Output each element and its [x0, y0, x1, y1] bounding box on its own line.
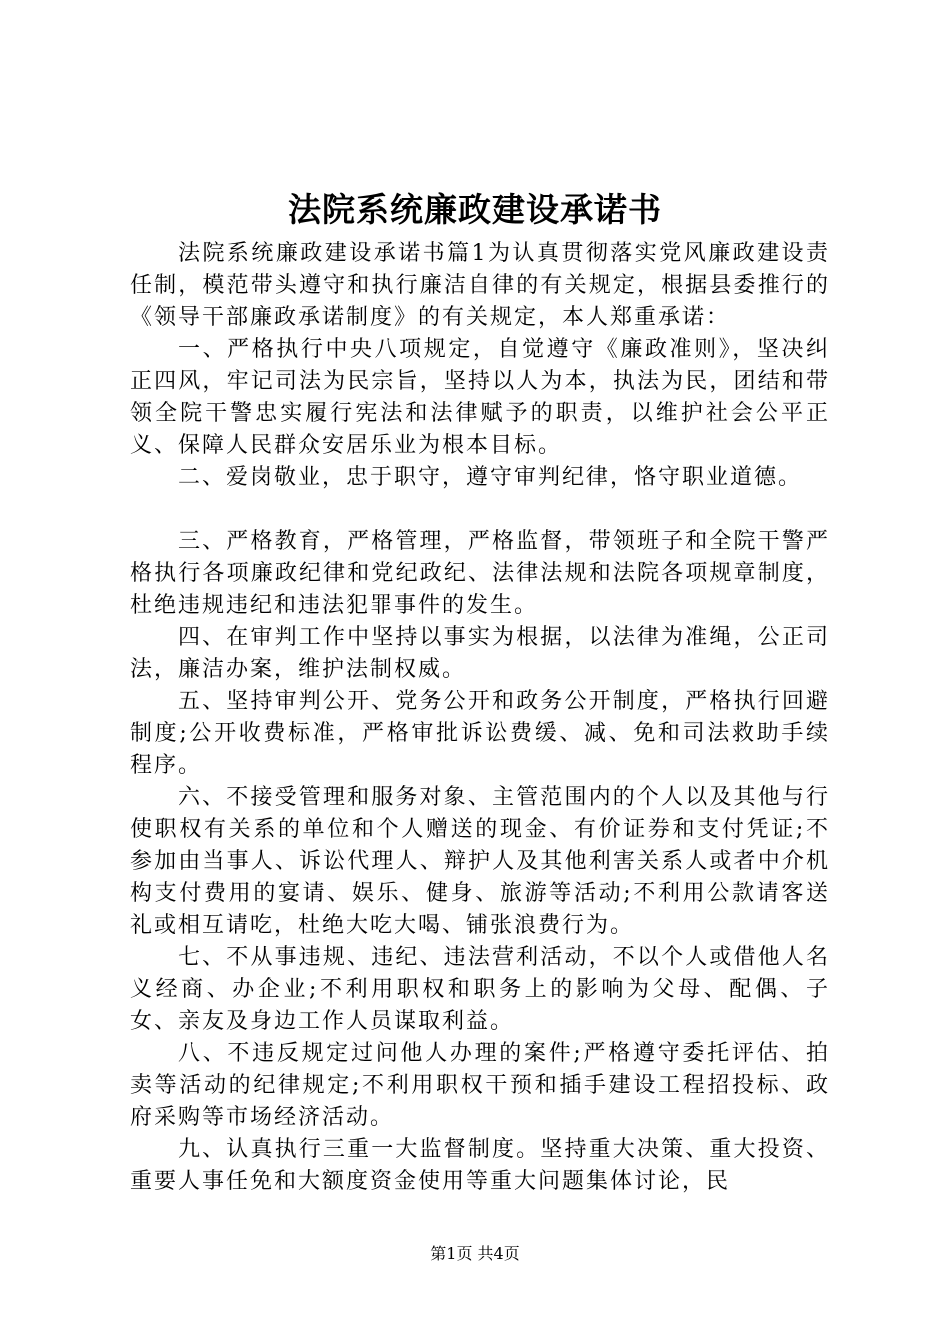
paragraph-item-6: 六、不接受管理和服务对象、主管范围内的个人以及其他与行使职权有关系的单位和个人赠送的现金、有价证券和支付凭证;不参加由当事人、诉讼代理人、辩护人及其他利害关系人或者中介机构支付费用的宴请、娱乐、健身、旅游等活动;不利用公款请客送礼或相互请吃，杜绝大吃大喝、铺张浪费行为。	[130, 785, 830, 938]
document-body	[130, 238, 830, 1198]
paragraph-intro: 法院系统廉政建设承诺书篇1为认真贯彻落实党风廉政建设责任制，模范带头遵守和执行廉洁自律的有关规定，根据县委推行的《领导干部廉政承诺制度》的有关规定，本人郑重承诺：	[130, 241, 830, 330]
paragraph-item-3: 三、严格教育，严格管理，严格监督，带领班子和全院干警严格执行各项廉政纪律和党纪政纪、法律法规和法院各项规章制度，杜绝违规违纪和违法犯罪事件的发生。	[130, 529, 830, 618]
paragraph-item-7: 七、不从事违规、违纪、违法营利活动，不以个人或借他人名义经商、办企业;不利用职权和职务上的影响为父母、配偶、子女、亲友及身边工作人员谋取利益。	[130, 945, 830, 1034]
paragraph-item-8: 八、不违反规定过问他人办理的案件;严格遵守委托评估、拍卖等活动的纪律规定;不利用职权干预和插手建设工程招投标、政府采购等市场经济活动。	[130, 1041, 830, 1130]
document-title: 法院系统廉政建设承诺书	[288, 190, 662, 229]
page-footer: 第1页 共4页	[430, 1244, 520, 1263]
paragraph-item-1: 一、严格执行中央八项规定，自觉遵守《廉政准则》，坚决纠正四风，牢记司法为民宗旨，坚持以人为本，执法为民，团结和带领全院干警忠实履行宪法和法律赋予的职责，以维护社会公平正义、保障人民群众安居乐业为根本目标。	[130, 337, 830, 458]
paragraph-item-9: 九、认真执行三重一大监督制度。坚持重大决策、重大投资、重要人事任免和大额度资金使用等重大问题集体讨论，民	[130, 1137, 830, 1194]
paragraph-item-2: 二、爱岗敬业，忠于职守，遵守审判纪律，恪守职业道德。	[178, 465, 803, 490]
paragraph-item-5: 五、坚持审判公开、党务公开和政务公开制度，严格执行回避制度;公开收费标准，严格审批诉讼费缓、减、免和司法救助手续程序。	[130, 689, 830, 778]
paragraph-item-4: 四、在审判工作中坚持以事实为根据，以法律为准绳，公正司法，廉洁办案，维护法制权威。	[130, 625, 830, 682]
